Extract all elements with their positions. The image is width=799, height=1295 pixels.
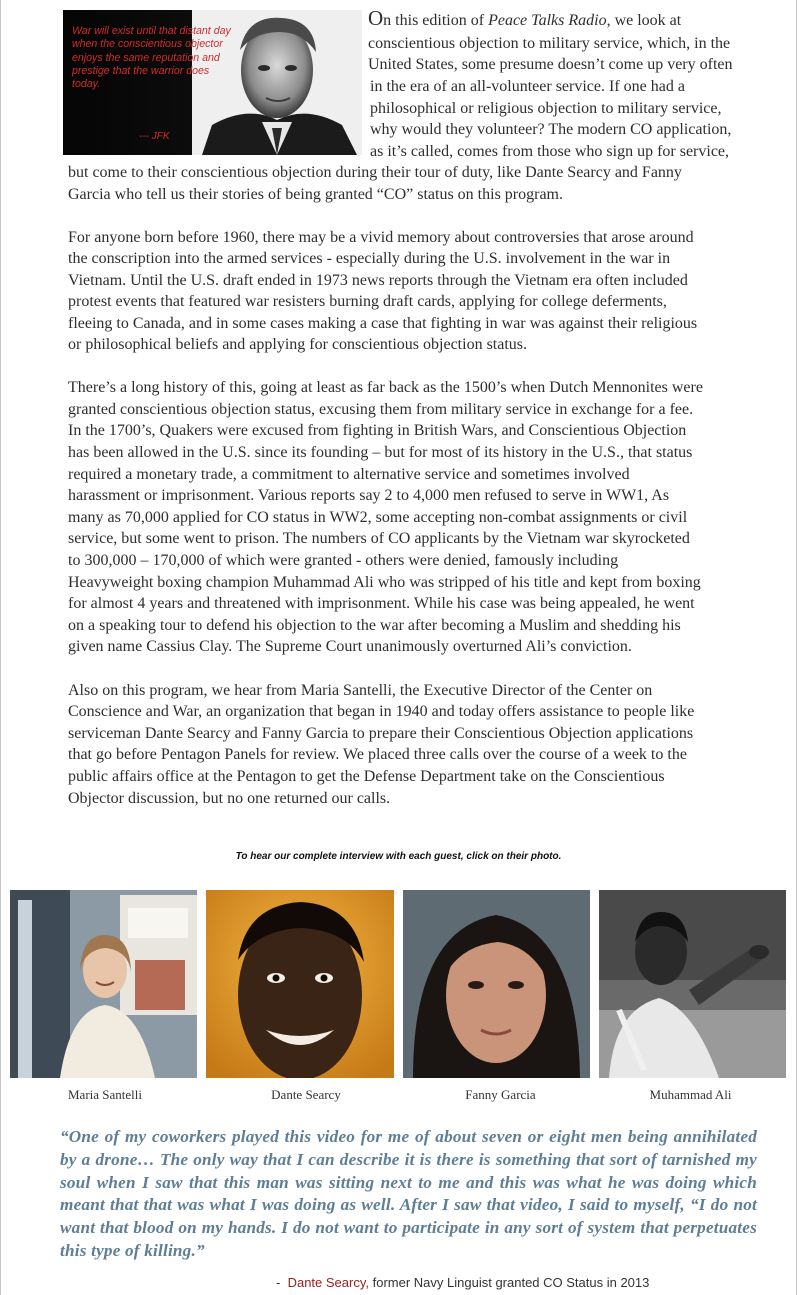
intro-line: but come to their conscientious objection during their tour of duty, like Dante Searcy and Fanny <box>68 164 682 181</box>
drop-cap: O <box>368 6 384 30</box>
paragraph-4-line: Conscience and War, an organization that began in 1940 and today offers assistance to people like <box>68 703 695 720</box>
paragraph-3-line: In the 1700’s, Quakers were excused from fighting in British Wars, and Conscientious Objection <box>68 422 687 439</box>
paragraph-3-line: many as 70,000 applied for CO status in WW2, some accepting non-combat assignments or civil <box>68 509 688 526</box>
paragraph-2-line: protest events that featured war resisters burning draft cards, applying for college deferments, <box>68 293 667 310</box>
paragraph-2-line: Vietnam. Until the U.S. draft ended in 1973 news reports through the Vietnam era often included <box>68 272 688 289</box>
paragraph-3-line: given name Cassius Clay. The Supreme Court unanimously overturned Ali’s conviction. <box>68 638 632 655</box>
paragraph-4-line: public affairs office at the Pentagon to get the Defense Department take on the Conscientious <box>68 768 665 785</box>
guest-photo-fanny-garcia[interactable] <box>403 890 590 1078</box>
pull-quote: “One of my coworkers played this video for me of about seven or eight men being annihilated by a drone… The only way that I can describe it is there is something that sort of tarnished my soul when I saw that this man was sitting next to me and this was what he was doing which meant that that was what I was doing as well. After I saw that video, I said to myself, “I do not want that blood on my hands. I do not want to participate in any sort of system that perpetuates this type of killing.” <box>60 1127 757 1260</box>
intro-line: as it’s called, comes from those who sign up for service, <box>370 143 730 160</box>
guest-name-fanny-garcia[interactable]: Fanny Garcia <box>465 1087 536 1102</box>
paragraph-3-line: Heavyweight boxing champion Muhammad Ali who was stripped of his title and kept from boxing <box>68 574 701 591</box>
intro-line-1: On this edition of Peace Talks Radio, we look at <box>368 6 682 30</box>
paragraph-3-line: There’s a long history of this, going at least as far back as the 1500’s when Dutch Mennonites were <box>68 379 703 396</box>
intro-line: conscientious objection to military service, which, in the <box>368 35 731 52</box>
paragraph-4-line: Objector discussion, but no one returned our calls. <box>68 790 391 807</box>
paragraph-3-line: granted conscientious objection status, excusing them from military service in exchange for a fee. <box>68 401 694 418</box>
intro-line: philosophical or religious objection to military service, <box>370 100 722 117</box>
quote-speaker: Dante Searcy, <box>287 1275 369 1290</box>
paragraph-2-line: the conscription into the armed services - especially during the U.S. involvement in the war in <box>68 250 671 267</box>
intro-line: United States, some presume doesn’t come up very often <box>368 56 733 73</box>
paragraph-3-line: to 300,000 – 170,000 of which were granted - others were denied, famously including <box>68 552 619 569</box>
paragraph-4-line: that go before Pentagon Panels for review. We placed three calls over the course of a week to the <box>68 746 687 763</box>
guest-name-muhammad-ali[interactable]: Muhammad Ali <box>649 1087 732 1102</box>
guest-name-maria-santelli[interactable]: Maria Santelli <box>67 1087 142 1102</box>
guest-photo-muhammad-ali[interactable] <box>599 890 786 1078</box>
paragraph-3-line: required a monetary trade, a commitment to alternative service and sometimes involved <box>68 466 630 483</box>
paragraph-4-line: Also on this program, we hear from Maria Santelli, the Executive Director of the Center on <box>68 682 653 699</box>
paragraph-2-line: For anyone born before 1960, there may be a vivid memory about controversies that arose around <box>68 229 694 246</box>
guest-photo-maria-santelli[interactable] <box>10 890 197 1078</box>
guest-photo-dante-searcy[interactable] <box>206 890 394 1078</box>
quote-attribution: - Dante Searcy, former Navy Linguist granted CO Status in 2013 <box>276 1275 650 1290</box>
intro-line: in the era of an all-volunteer service. If one had a <box>370 78 685 95</box>
jfk-quote-text: War will exist until that distant day when the conscientious objector enjoys the same reputation and prestige that the warrior does today. <box>72 25 231 91</box>
paragraph-3-line: for almost 4 years and threatened with imprisonment. While his case was being appealed, he went <box>68 595 695 612</box>
jfk-quote-attribution: --- JFK <box>139 131 170 142</box>
jfk-quote-image <box>63 10 362 155</box>
paragraph-3-line: harassment or imprisonment. Various reports say 2 to 4,000 men refused to serve in WW1, As <box>68 487 670 504</box>
quote-speaker-description: former Navy Linguist granted CO Status in 2013 <box>372 1275 650 1290</box>
paragraph-4-line: serviceman Dante Searcy and Fanny Garcia to prepare their Conscientious Objection applications <box>68 725 694 742</box>
show-name: Peace Talks Radio <box>488 12 607 29</box>
paragraph-3-line: on a speaking tour to defend his objection to the war after becoming a Muslim and shedding his <box>68 617 681 634</box>
guest-name-dante-searcy[interactable]: Dante Searcy <box>271 1087 341 1102</box>
photo-instruction: To hear our complete interview with each guest, click on their photo. <box>235 851 562 862</box>
paragraph-2-line: fleeing to Canada, and in some cases making a case that fighting in war was against their religious <box>68 315 698 332</box>
paragraph-3-line: has been allowed in the U.S. since its founding – but for most of its history in the U.S., that status <box>68 444 693 461</box>
intro-line: Garcia who tell us their stories of being granted “CO” status on this program. <box>68 186 563 203</box>
paragraph-2-line: or philosophical beliefs and applying for conscientious objection status. <box>68 336 528 353</box>
paragraph-3-line: service, but some went to prison. The numbers of CO applicants by the Vietnam war skyrocketed <box>68 530 690 547</box>
intro-line: why would they volunteer? The modern CO application, <box>370 121 732 138</box>
